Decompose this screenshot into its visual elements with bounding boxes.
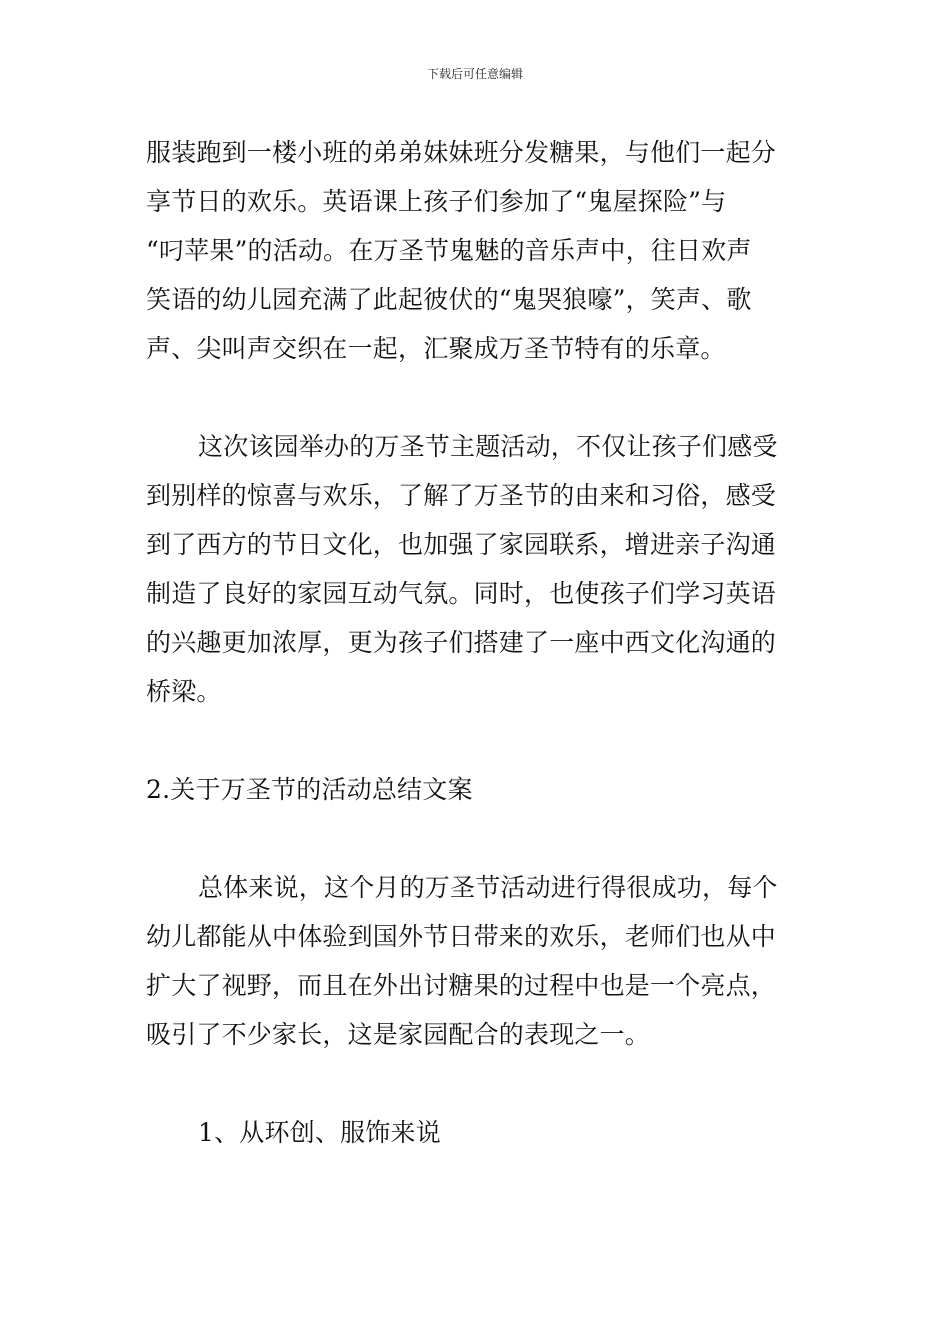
paragraph-line: 扩大了视野，而且在外出讨糖果的过程中也是一个亮点， (146, 971, 777, 1000)
paragraph-line: 享节日的欢乐。英语课上孩子们参加了“鬼屋探险”与 (146, 187, 727, 216)
section-heading: 2.关于万圣节的活动总结文案 (146, 775, 473, 804)
paragraph-line: 到了西方的节日文化，也加强了家园联系，增进亲子沟通 (146, 530, 777, 559)
paragraph-line: 吸引了不少家长，这是家园配合的表现之一。 (146, 1020, 651, 1049)
paragraph-line: 幼儿都能从中体验到国外节日带来的欢乐，老师们也从中 (146, 922, 777, 951)
paragraph-line: 桥梁。 (146, 677, 222, 706)
paragraph-line: 笑语的幼儿园充满了此起彼伏的“鬼哭狼嚎”，笑声、歌 (146, 285, 752, 314)
paragraph-gap (146, 814, 810, 863)
paragraph-gap (146, 1059, 810, 1108)
paragraph-line: 声、尖叫声交织在一起，汇聚成万圣节特有的乐章。 (146, 334, 726, 363)
paragraph (146, 128, 810, 373)
subsection-heading: 1、从环创、服饰来说 (198, 1118, 441, 1147)
paragraph-gap (146, 716, 810, 765)
paragraph-line: 总体来说，这个月的万圣节活动进行得很成功，每个 (198, 873, 778, 902)
paragraph (146, 863, 810, 1059)
paragraph-line: 的兴趣更加浓厚，更为孩子们搭建了一座中西文化沟通的 (146, 628, 777, 657)
page-header: 下载后可任意编辑 (426, 67, 523, 81)
paragraph-line: 这次该园举办的万圣节主题活动，不仅让孩子们感受 (198, 432, 778, 461)
paragraph-line: “叼苹果”的活动。在万圣节鬼魅的音乐声中，往日欢声 (146, 236, 752, 265)
document-body (146, 128, 810, 1157)
paragraph-line: 制造了良好的家园互动气氛。同时，也使孩子们学习英语 (146, 579, 777, 608)
paragraph-line: 到别样的惊喜与欢乐，了解了万圣节的由来和习俗，感受 (146, 481, 777, 510)
paragraph-gap (146, 373, 810, 422)
paragraph (146, 422, 810, 716)
paragraph-line: 服装跑到一楼小班的弟弟妹妹班分发糖果，与他们一起分 (146, 138, 777, 167)
